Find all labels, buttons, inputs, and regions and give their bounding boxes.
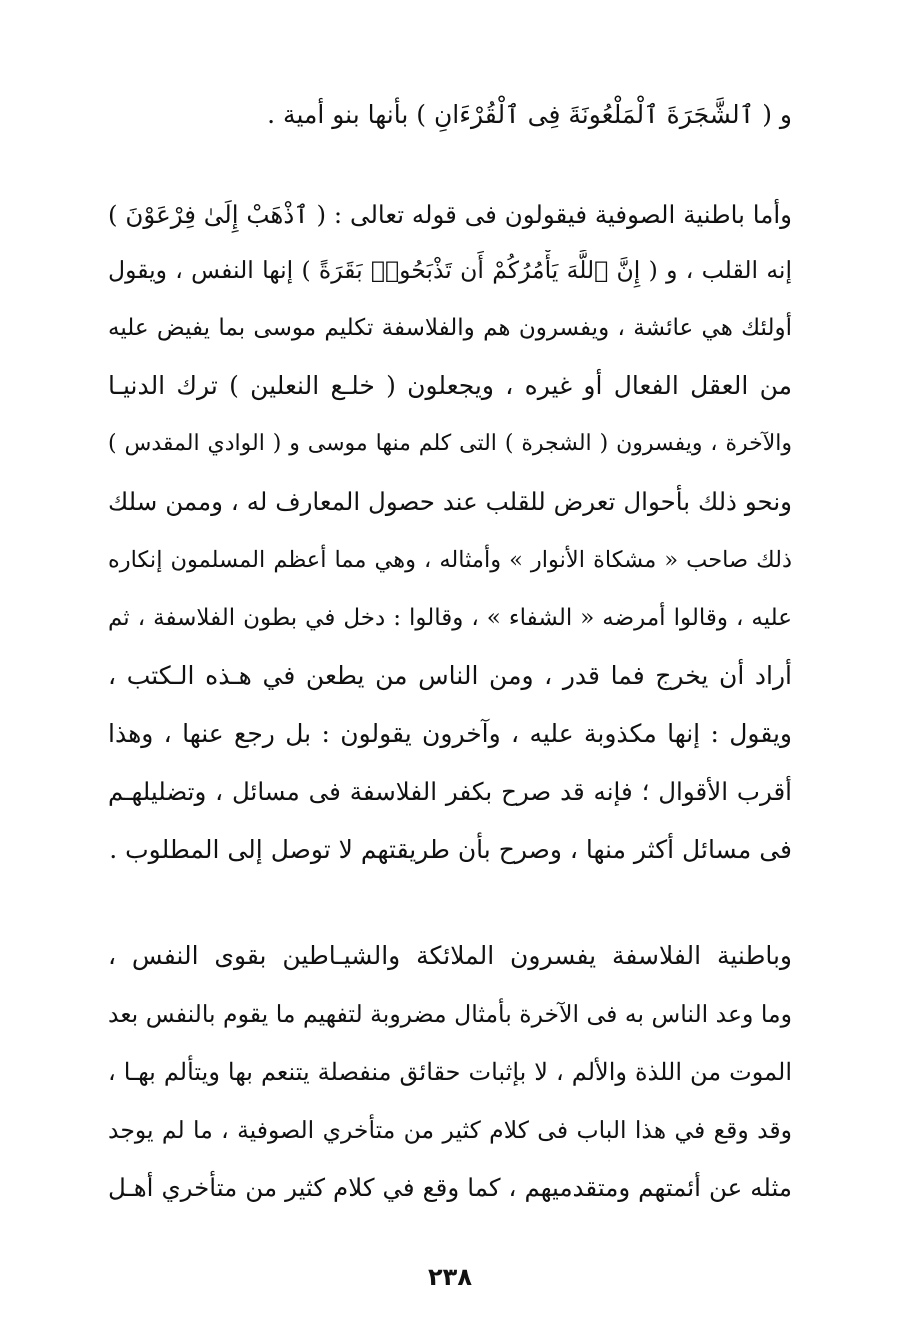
text-line: وما وعد الناس به فى الآخرة بأمثال مضروبة لتفهيم ما يقوم بالنفس بعد xyxy=(108,1000,792,1028)
text-line: وقد وقع في هذا الباب فى كلام كثير من متأخري الصوفية ، ما لم يوجد xyxy=(108,1116,792,1144)
text-line: أقرب الأقوال ؛ فإنه قد صرح بكفر الفلاسفة فى مسائل ، وتضليلهـم xyxy=(108,777,792,806)
text-line: ويقول : إنها مكذوبة عليه ، وآخرون يقولون : بل رجع عنها ، وهذا xyxy=(108,719,792,748)
text-line: عليه ، وقالوا أمرضه « الشفاء » ، وقالوا : دخل في بطون الفلاسفة ، ثم xyxy=(108,605,792,631)
text-line: فى مسائل أكثر منها ، وصرح بأن طريقتهم لا توصل إلى المطلوب . xyxy=(109,835,792,864)
text-line: وأما باطنية الصوفية فيقولون فى قوله تعالى : ( ٱذْهَبْ إِلَىٰ فِرْعَوْنَ ) xyxy=(108,200,792,229)
text-line: مثله عن أئمتهم ومتقدميهم ، كما وقع في كلام كثير من متأخري أهـل xyxy=(108,1173,792,1202)
text-line: أراد أن يخرج فما قدر ، ومن الناس من يطعن في هـذه الـكتب ، xyxy=(108,661,792,690)
text-line: وباطنية الفلاسفة يفسرون الملائكة والشيـاطين بقوى النفس ، xyxy=(108,941,792,970)
text-line: ذلك صاحب « مشكاة الأنوار » وأمثاله ، وهي مما أعظم المسلمون إنكاره xyxy=(108,547,792,573)
text-line: الموت من اللذة والألم ، لا بإثبات حقائق منفصلة يتنعم بها ويتألم بهـا ، xyxy=(108,1058,792,1086)
text-line: من العقل الفعال أو غيره ، ويجعلون ( خلـع النعلين ) ترك الدنيـا xyxy=(108,371,792,400)
text-line: والآخرة ، ويفسرون ( الشجرة ) التى كلم منها موسى و ( الوادي المقدس ) xyxy=(108,431,792,456)
page-number: ٢٣٨ xyxy=(428,1263,472,1291)
text-line: إنه القلب ، و ( إِنَّ ٱللَّهَ يَأْمُرُكُمْ أَن تَذْبَحُوا۟ بَقَرَةً ) إنها النفس ، ويقول xyxy=(108,256,792,284)
text-line: أولئك هي عائشة ، ويفسرون هم والفلاسفة تكليم موسى بما يفيض عليه xyxy=(108,315,792,341)
text-line: ونحو ذلك بأحوال تعرض للقلب عند حصول المعارف له ، وممن سلك xyxy=(108,487,792,516)
text-line: و ( ٱلشَّجَرَةَ ٱلْمَلْعُونَةَ فِى ٱلْقُرْءَانِ ) بأنها بنو أمية . xyxy=(267,100,792,129)
